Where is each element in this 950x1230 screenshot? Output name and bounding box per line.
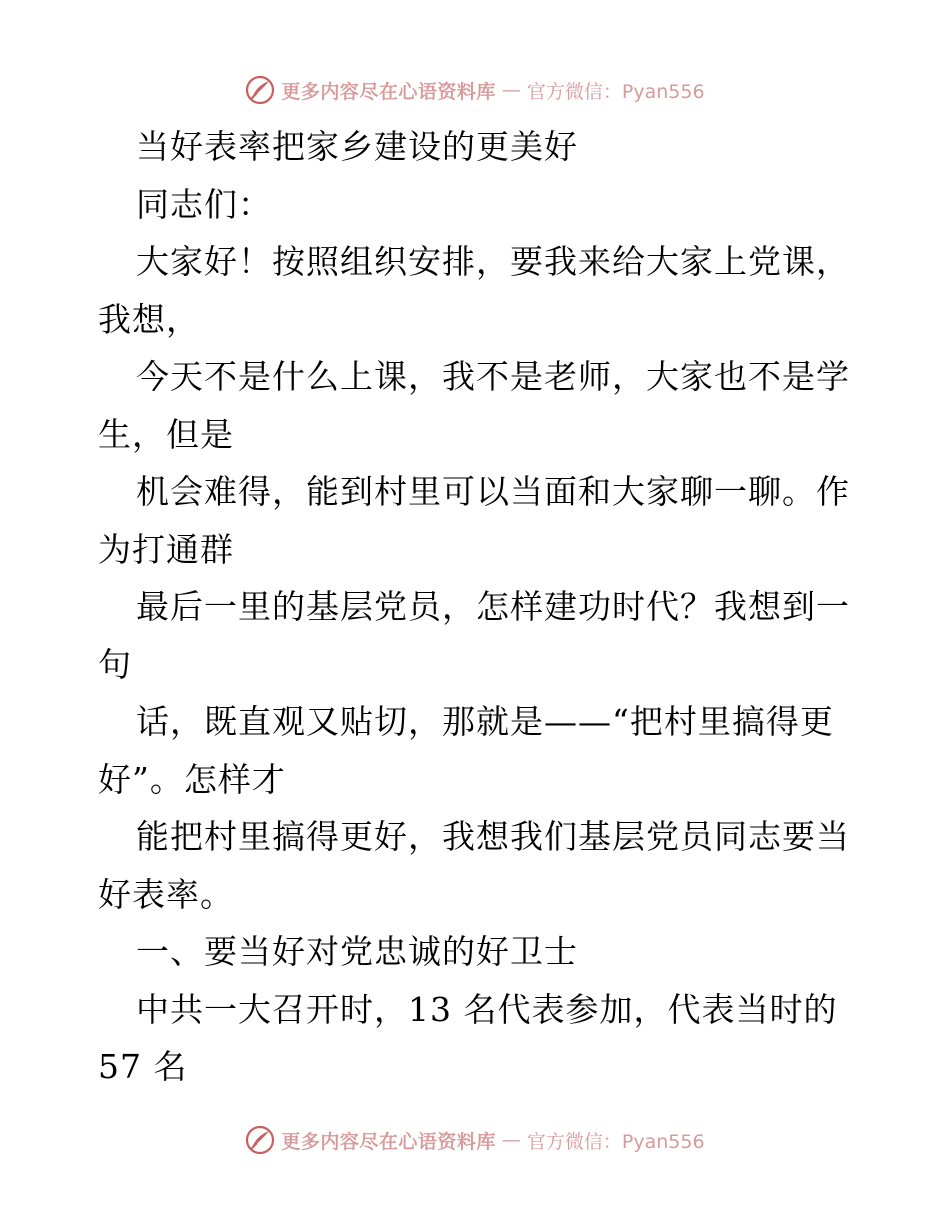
text-line: 今天不是什么上课，我不是老师，大家也不是学 xyxy=(136,357,850,396)
quill-logo-icon xyxy=(245,75,275,105)
document-body xyxy=(98,118,858,1096)
text-line: 中共一大召开时，13 名代表参加，代表当时的 xyxy=(136,989,838,1029)
section-heading: 一、要当好对党忠诚的好卫士 xyxy=(136,932,578,971)
text-line: 为打通群 xyxy=(98,529,234,569)
text-line: 机会难得，能到村里可以当面和大家聊一聊。作 xyxy=(136,472,850,511)
quill-logo-icon xyxy=(245,1125,275,1155)
watermark-main-text: 更多内容尽在心语资料库 xyxy=(281,1130,496,1153)
text-line: 句 xyxy=(98,644,132,684)
document-title: 当好表率把家乡建设的更美好 xyxy=(136,127,578,166)
salutation: 同志们： xyxy=(136,184,272,224)
text-line: 能把村里搞得更好，我想我们基层党员同志要当 xyxy=(136,817,850,856)
text-line: 好”。怎样才 xyxy=(98,759,286,799)
watermark-footer xyxy=(0,1120,950,1160)
text-line: 我想， xyxy=(98,299,200,339)
watermark-wechat-text: 官方微信：Pyan556 xyxy=(526,1130,705,1153)
watermark-dash: — xyxy=(501,1129,521,1151)
watermark-wechat-text: 官方微信：Pyan556 xyxy=(526,80,705,103)
text-line: 大家好！按照组织安排，要我来给大家上党课， xyxy=(136,242,850,281)
watermark-main-text: 更多内容尽在心语资料库 xyxy=(281,80,496,103)
text-line: 好表率。 xyxy=(98,874,234,914)
watermark-header xyxy=(0,70,950,110)
text-line: 最后一里的基层党员，怎样建功时代？我想到一 xyxy=(136,587,850,626)
text-line: 话，既直观又贴切，那就是——“把村里搞得更 xyxy=(136,702,834,741)
text-line: 生，但是 xyxy=(98,414,234,454)
watermark-dash: — xyxy=(501,79,521,101)
text-line: 57 名 xyxy=(98,1047,188,1086)
